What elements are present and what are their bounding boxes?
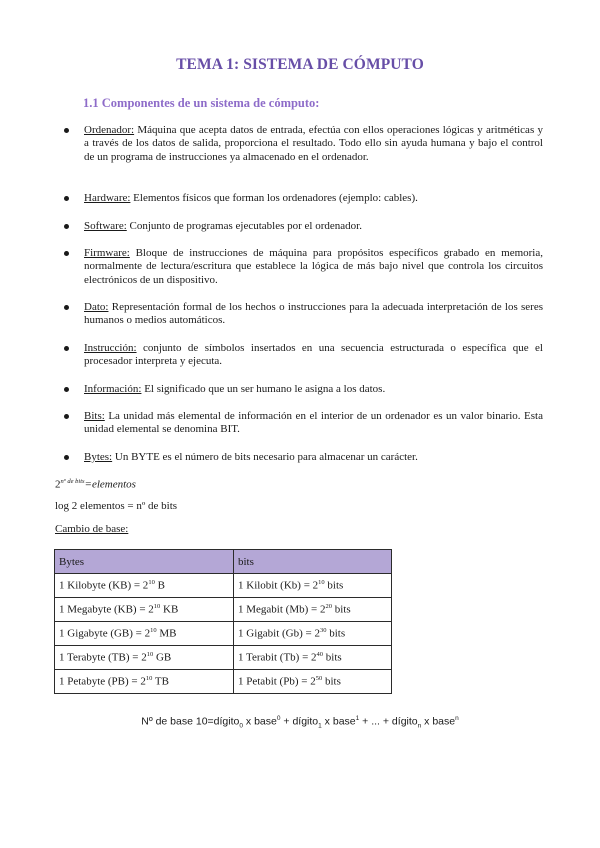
term-label: Instrucción: [84,342,137,354]
list-item [84,383,543,396]
term-label: Bytes: [84,451,113,463]
term-label: Dato: [84,301,109,313]
bits-cell: 1 Kilobit $(Kb) = 2^{10}$ bits [234,574,392,598]
bits-cell: 1 Gigabit $(Gb) = 2^{30}$ bits [234,622,392,646]
bytes-cell: 1 Petabyte $(PB) = 2^{10}$ TB [55,670,234,694]
bullet-icon [64,414,69,419]
term-label: Software: [84,220,127,232]
bytes-cell: 1 Gigabyte $(GB) = 2^{10}$ MB [55,622,234,646]
list-item [84,410,543,437]
term-definition: conjunto de símbolos insertados en una secuencia estructurada o específica que el procesador interpreta y ejecuta. [84,342,543,368]
conversion-table [54,549,392,694]
table-header-row [55,550,392,574]
bits-cell: 1 Megabit $(Mb) = 2^{20}$ bits [234,598,392,622]
term-definition: Un BYTE es el número de bits necesario para almacenar un carácter. [112,451,418,463]
term-definition: Bloque de instrucciones de máquina para propósitos específicos grabado en memoria, normalmente de lectura/escritura que establece la lógica de más bajo nivel que controla los circuitos electrónicos de un dispositivo. [84,247,543,286]
section-heading: 1.1 Componentes de un sistema de cómputo: [83,96,320,110]
power-formula [55,478,136,491]
list-item [84,192,543,205]
header-bytes: Bytes [55,550,234,574]
bullet-icon [64,455,69,460]
cambio-de-base-label: Cambio de base: [55,523,129,535]
table-row [55,598,392,622]
bits-cell: 1 Petabit $(Pb) = 2^{50}$ bits [234,670,392,694]
term-definition: Representación formal de los hechos o instrucciones para la adecuada interpretación de los seres humanos o medios automáticos. [84,301,543,327]
table-row [55,574,392,598]
bullet-icon [64,305,69,310]
log-formula: log 2 elementos = nº de bits [55,500,178,512]
list-item [84,451,543,464]
power-base: 2 [55,478,61,491]
page-title: TEMA 1: SISTEMA DE CÓMPUTO [176,56,424,73]
term-definition: Elementos físicos que forman los ordenadores (ejemplo: cables). [130,192,418,204]
list-item [84,124,543,164]
term-label: Firmware: [84,247,130,259]
table-row [55,646,392,670]
bullet-icon [64,196,69,201]
table-row [55,622,392,646]
header-bits: bits [234,550,392,574]
bullet-icon [64,251,69,256]
term-label: Información: [84,383,142,395]
table-row [55,670,392,694]
term-label: Bits: [84,410,105,422]
bullet-icon [64,387,69,392]
term-definition: Máquina que acepta datos de entrada, efectúa con ellos operaciones lógicas y aritméticas y a través de los datos de salida, proporciona el resultado. Todo ello sin ayuda humana y bajo el control de un programa de instrucciones ya almacenado en el ordenador. [84,124,543,163]
bytes-cell: 1 Megabyte $(KB) = 2^{10}$ KB [55,598,234,622]
power-exponent: nº de bits [60,478,85,485]
list-item [84,301,543,328]
term-label: Ordenador: [84,124,135,136]
term-definition: Conjunto de programas ejecutables por el ordenador. [126,220,362,232]
bits-cell: 1 Terabit $(Tb) = 2^{40}$ bits [234,646,392,670]
list-item [84,342,543,369]
bullet-icon [64,224,69,229]
term-definition: La unidad más elemental de información en el interior de un ordenador es un valor binario. Esta unidad elemental se denomina BIT. [84,410,543,436]
list-item [84,220,543,233]
term-definition: El significado que un ser humano le asigna a los datos. [141,383,386,395]
bullet-icon [64,128,69,133]
base-conversion-formula: Nº de base 10=dígito$_0$ x base$^0$ + dígito$_1$ x base$^1$ + ... + dígito$_n$ x base$^n$ [141,715,459,730]
term-label: Hardware: [84,192,131,204]
bytes-cell: 1 Kilobyte $(KB) = 2^{10}$ B [55,574,234,598]
bytes-cell: 1 Terabyte $(TB) = 2^{10}$ GB [55,646,234,670]
list-item [84,247,543,287]
bullet-icon [64,346,69,351]
power-rest: =elementos [84,478,136,491]
